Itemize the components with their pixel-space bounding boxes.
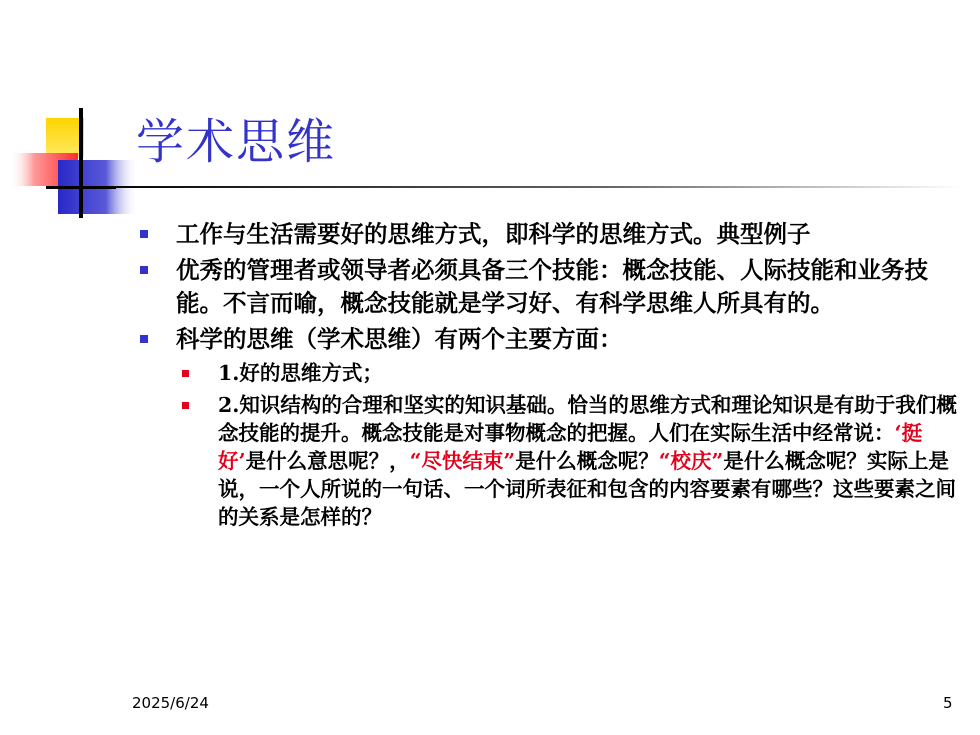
sub-bullet-list [176, 359, 960, 531]
square-bullet-icon [140, 230, 148, 238]
square-bullet-icon [140, 266, 148, 274]
bullet-text: 优秀的管理者或领导者必须具备三个技能：概念技能、人际技能和业务技能。不言而喻，概念技能就是学习好、有科学思维人所具有的。 [176, 256, 928, 317]
square-bullet-icon [182, 402, 189, 409]
square-bullet-icon [182, 370, 189, 377]
sub-bullet-item [176, 391, 958, 531]
bullet-item [140, 218, 960, 251]
page-number: 5 [943, 694, 953, 712]
highlight-term: ‘挺好’ [218, 421, 923, 473]
sub-bullet-text-part: 是什么概念呢？实际上是说，一个人所说的一句话、一个词所表征和包含的内容要素有哪些？这些要素之间的关系是怎样的？ [218, 449, 956, 529]
sub-bullet-text-part: 2.知识结构的合理和坚实的知识基础。恰当的思维方式和理论知识是有助于我们概念技能的提升。概念技能是对事物概念的把握。人们在实际生活中经常说： [218, 393, 957, 445]
bullet-text: 工作与生活需要好的思维方式，即科学的思维方式。典型例子 [176, 220, 811, 248]
slide-body [140, 218, 960, 535]
sub-bullet-text-part: 是什么概念呢？ [515, 449, 659, 473]
sub-bullet-item [176, 359, 958, 387]
bullet-text: 科学的思维（学术思维）有两个主要方面： [176, 325, 623, 353]
sub-bullet-text: 1.好的思维方式； [218, 361, 383, 385]
bullet-item [140, 323, 960, 356]
slide-title: 学术思维 [136, 114, 337, 170]
footer-date: 2025/6/24 [132, 694, 209, 712]
bullet-item [140, 254, 960, 320]
sub-bullet-text-part: 是什么意思呢？， [245, 449, 410, 473]
highlight-term: “校庆” [658, 449, 724, 473]
square-bullet-icon [140, 335, 148, 343]
highlight-term: “尽快结束” [409, 449, 516, 473]
